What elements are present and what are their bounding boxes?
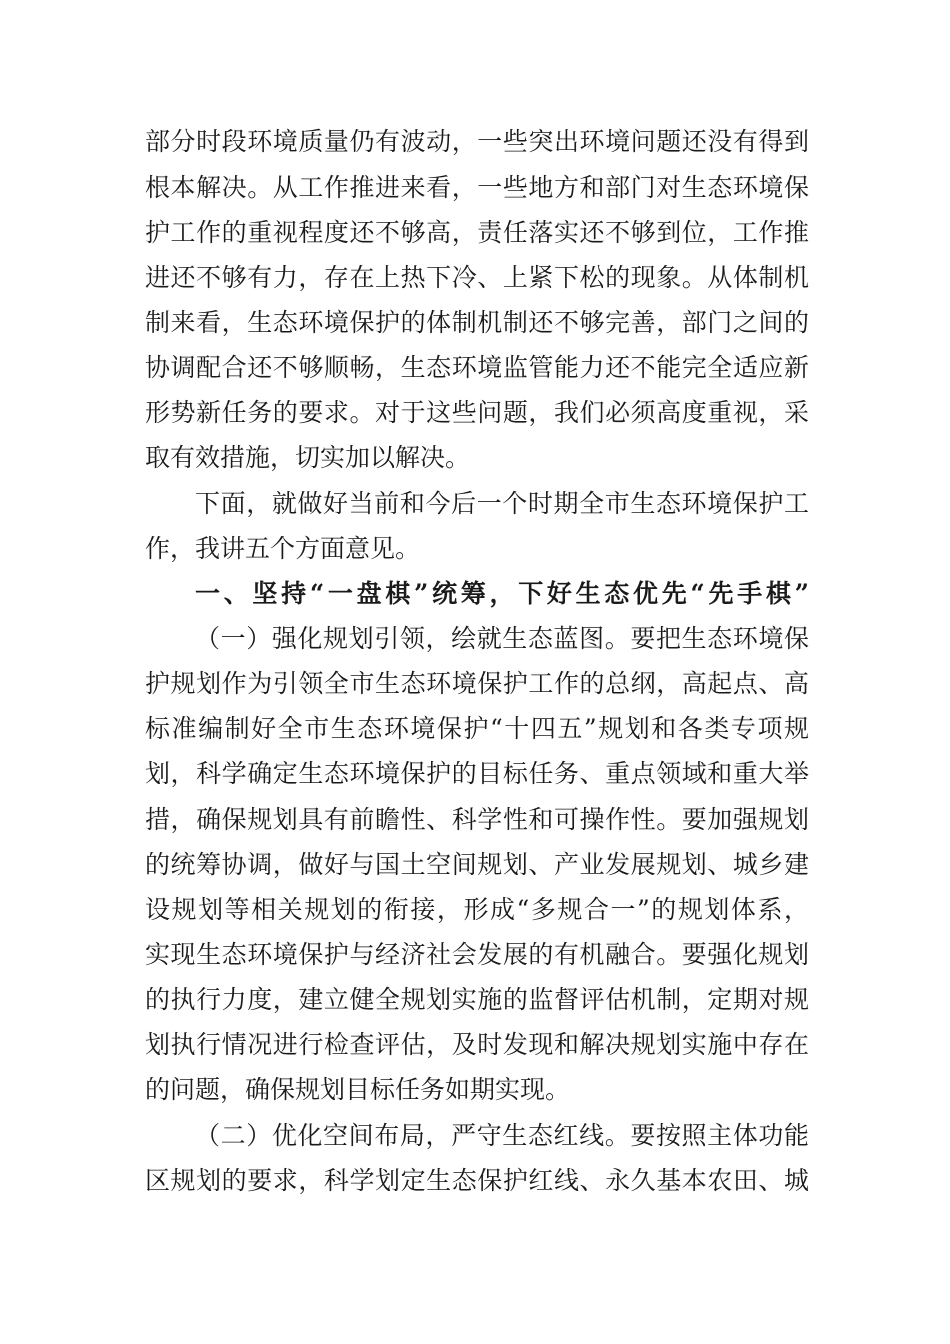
body-text-line: 的统筹协调，做好与国土空间规划、产业发展规划、城乡建 [145,850,809,879]
body-text-line: 的执行力度，建立健全规划实施的监督评估机制，定期对规 [145,985,809,1014]
body-text-line: 形势新任务的要求。对于这些问题，我们必须高度重视，采 [145,398,809,427]
body-text-line: 下面，就做好当前和今后一个时期全市生态环境保护工 [195,489,809,518]
body-text-line: 划，科学确定生态环境保护的目标任务、重点领域和重大举 [145,759,809,788]
body-text-line: 护规划作为引领全市生态环境保护工作的总纲，高起点、高 [145,669,809,698]
subsection-text-line: （二）优化空间布局，严守生态红线。要按照主体功能 [195,1121,809,1150]
body-text-line: 部分时段环境质量仍有波动，一些突出环境问题还没有得到 [145,127,809,156]
body-text-line: 进还不够有力，存在上热下冷、上紧下松的现象。从体制机 [145,263,809,292]
body-text-line: 区规划的要求，科学划定生态保护红线、永久基本农田、城 [145,1166,809,1195]
body-text-line: 措，确保规划具有前瞻性、科学性和可操作性。要加强规划 [145,805,809,834]
body-text-line: 根本解决。从工作推进来看，一些地方和部门对生态环境保 [145,173,809,202]
body-text-line: 制来看，生态环境保护的体制机制还不够完善，部门之间的 [145,308,809,337]
body-text-line: 协调配合还不够顺畅，生态环境监管能力还不能完全适应新 [145,353,809,382]
subsection-text-line: （一）强化规划引领，绘就生态蓝图。要把生态环境保 [195,624,809,653]
section-heading: 一、坚持“一盘棋”统筹，下好生态优先“先手棋” [195,579,809,608]
body-text-line: 标准编制好全市生态环境保护“十四五”规划和各类专项规 [145,714,809,743]
body-text-line: 设规划等相关规划的衔接，形成“多规合一”的规划体系， [145,895,809,924]
body-text-line: 划执行情况进行检查评估，及时发现和解决规划实施中存在 [145,1030,809,1059]
body-text-line: 的问题，确保规划目标任务如期实现。 [145,1075,571,1104]
body-text-line: 作，我讲五个方面意见。 [145,534,421,563]
body-text-line: 取有效措施，切实加以解决。 [145,443,471,472]
body-text-line: 实现生态环境保护与经济社会发展的有机融合。要强化规划 [145,940,809,969]
body-text-line: 护工作的重视程度还不够高，责任落实还不够到位，工作推 [145,218,809,247]
